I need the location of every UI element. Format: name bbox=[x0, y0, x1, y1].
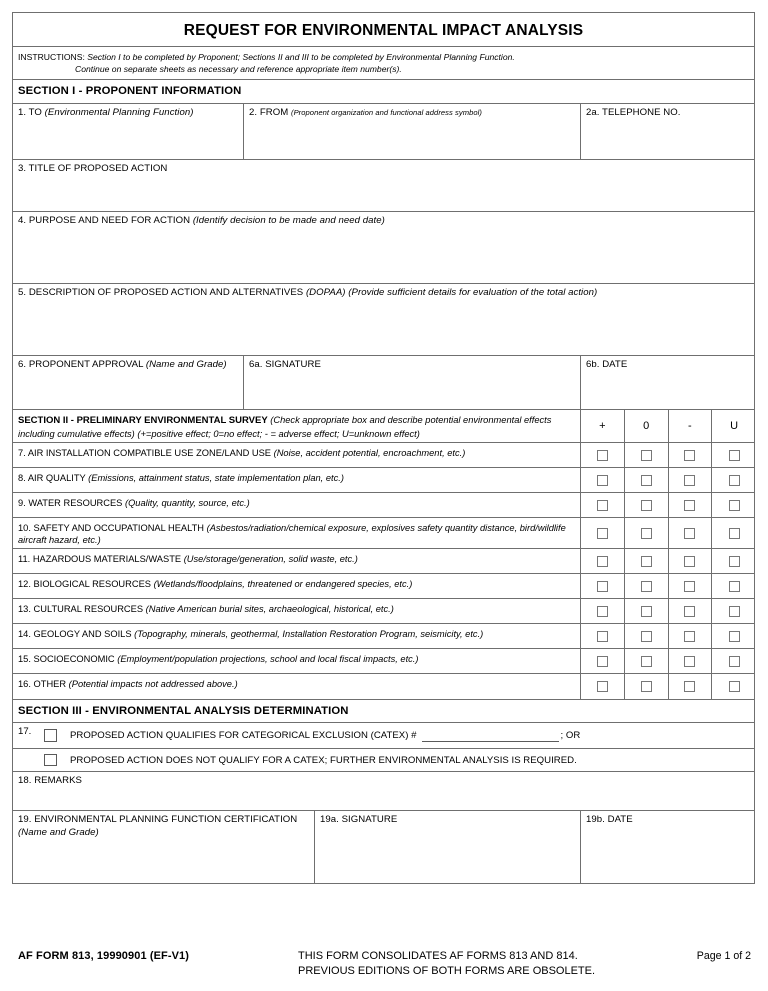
survey-checkbox-unknown[interactable] bbox=[729, 528, 740, 539]
survey-checkbox-cell-unknown[interactable] bbox=[712, 574, 756, 598]
survey-checkbox-unknown[interactable] bbox=[729, 475, 740, 486]
survey-checkbox-cell-adverse[interactable] bbox=[669, 443, 713, 467]
survey-checkbox-none[interactable] bbox=[641, 528, 652, 539]
survey-checkbox-none[interactable] bbox=[641, 500, 652, 511]
survey-row-label bbox=[13, 649, 581, 673]
survey-checkbox-positive[interactable] bbox=[597, 681, 608, 692]
survey-checkbox-none[interactable] bbox=[641, 606, 652, 617]
survey-row bbox=[13, 549, 754, 574]
survey-row-hint: (Topography, minerals, geothermal, Installation Restoration Program, seismicity, etc.) bbox=[134, 629, 484, 639]
survey-checkbox-cell-unknown[interactable] bbox=[712, 649, 756, 673]
field-proponent-date-label: 6b. DATE bbox=[586, 359, 628, 370]
survey-checkbox-positive[interactable] bbox=[597, 556, 608, 567]
item-17-catex-number-input[interactable] bbox=[422, 730, 559, 742]
survey-checkbox-adverse[interactable] bbox=[684, 528, 695, 539]
footer-notice bbox=[298, 949, 595, 978]
survey-row-title: GEOLOGY AND SOILS bbox=[33, 629, 132, 639]
field-telephone[interactable] bbox=[581, 104, 754, 159]
survey-checkbox-cell-positive[interactable] bbox=[581, 443, 625, 467]
survey-checkbox-positive[interactable] bbox=[597, 581, 608, 592]
survey-row-label bbox=[13, 574, 581, 598]
survey-row-number: 15. bbox=[18, 654, 31, 664]
survey-checkbox-unknown[interactable] bbox=[729, 606, 740, 617]
survey-checkbox-cell-none[interactable] bbox=[625, 599, 669, 623]
survey-checkbox-cell-none[interactable] bbox=[625, 493, 669, 517]
survey-row-title: CULTURAL RESOURCES bbox=[33, 604, 144, 614]
field-purpose-hint: (Identify decision to be made and need date) bbox=[192, 215, 385, 226]
row-epf-certification bbox=[13, 811, 754, 883]
survey-checkbox-none[interactable] bbox=[641, 475, 652, 486]
survey-row-hint: (Quality, quantity, source, etc.) bbox=[124, 498, 250, 508]
survey-checkbox-cell-unknown[interactable] bbox=[712, 599, 756, 623]
section-2-heading-italic-1: (Check appropriate box and describe potential environmental effects including cumulative effects) bbox=[18, 415, 552, 439]
field-dopaa-hint: (DOPAA) (Provide sufficient details for evaluation of the total action) bbox=[305, 287, 598, 298]
field-remarks[interactable] bbox=[13, 772, 754, 810]
item-17-option-1[interactable] bbox=[13, 723, 754, 748]
survey-checkbox-cell-positive[interactable] bbox=[581, 549, 625, 573]
survey-checkbox-adverse[interactable] bbox=[684, 475, 695, 486]
field-proponent-approval-label: 6. PROPONENT APPROVAL bbox=[18, 359, 144, 370]
item-17-no-catex-checkbox-wrap[interactable] bbox=[44, 754, 70, 767]
survey-checkbox-cell-positive[interactable] bbox=[581, 518, 625, 548]
survey-row-number: 12. bbox=[18, 579, 31, 589]
footer-notice-line-1: THIS FORM CONSOLIDATES AF FORMS 813 AND 814. bbox=[298, 950, 578, 962]
survey-checkbox-none[interactable] bbox=[641, 556, 652, 567]
item-17-option-1-label: PROPOSED ACTION QUALIFIES FOR CATEGORICAL EXCLUSION (CATEX) # bbox=[70, 730, 417, 741]
section-3-heading-row bbox=[13, 699, 754, 723]
survey-checkbox-cell-adverse[interactable] bbox=[669, 549, 713, 573]
row-purpose-and-need bbox=[13, 212, 754, 284]
section-3-heading: SECTION III - ENVIRONMENTAL ANALYSIS DETERMINATION bbox=[18, 705, 349, 717]
column-header-adverse: - bbox=[669, 410, 713, 442]
section-1-heading: SECTION I - PROPONENT INFORMATION bbox=[18, 85, 242, 97]
row-item-17-option-1 bbox=[13, 723, 754, 749]
field-proponent-approval-hint: (Name and Grade) bbox=[145, 359, 227, 370]
survey-checkbox-cell-adverse[interactable] bbox=[669, 649, 713, 673]
survey-checkbox-cell-positive[interactable] bbox=[581, 674, 625, 699]
survey-row-number: 13. bbox=[18, 604, 31, 614]
survey-row-number: 9. bbox=[18, 498, 26, 508]
survey-checkbox-unknown[interactable] bbox=[729, 581, 740, 592]
column-header-positive: + bbox=[581, 410, 625, 442]
survey-checkbox-cell-unknown[interactable] bbox=[712, 493, 756, 517]
section-2-heading-bold: SECTION II - PRELIMINARY ENVIRONMENTAL SURVEY bbox=[18, 415, 268, 426]
field-purpose-and-need[interactable] bbox=[13, 212, 754, 283]
item-17-option-2[interactable] bbox=[13, 749, 754, 771]
field-to-hint: (Environmental Planning Function) bbox=[44, 107, 194, 118]
survey-checkbox-cell-adverse[interactable] bbox=[669, 468, 713, 492]
survey-checkbox-adverse[interactable] bbox=[684, 556, 695, 567]
survey-row-hint: (Employment/population projections, school and local fiscal impacts, etc.) bbox=[117, 654, 419, 664]
field-from-hint: (Proponent organization and functional address symbol) bbox=[290, 108, 482, 117]
survey-row-label bbox=[13, 468, 581, 492]
field-title-of-action[interactable] bbox=[13, 160, 754, 211]
field-dopaa-label: 5. DESCRIPTION OF PROPOSED ACTION AND ALTERNATIVES bbox=[18, 287, 304, 298]
survey-rows-container bbox=[13, 443, 754, 699]
survey-checkbox-cell-adverse[interactable] bbox=[669, 674, 713, 699]
form-title-row bbox=[13, 13, 754, 47]
field-dopaa[interactable] bbox=[13, 284, 754, 355]
survey-row-label bbox=[13, 518, 581, 548]
survey-checkbox-unknown[interactable] bbox=[729, 500, 740, 511]
survey-checkbox-unknown[interactable] bbox=[729, 556, 740, 567]
row-proponent-approval bbox=[13, 356, 754, 410]
survey-row-title: OTHER bbox=[33, 679, 67, 689]
survey-checkbox-none[interactable] bbox=[641, 656, 652, 667]
field-telephone-label: 2a. TELEPHONE NO. bbox=[586, 107, 681, 118]
field-proponent-approval[interactable] bbox=[13, 356, 244, 409]
field-proponent-date[interactable] bbox=[581, 356, 754, 409]
survey-checkbox-adverse[interactable] bbox=[684, 450, 695, 461]
field-proponent-signature-label: 6a. SIGNATURE bbox=[249, 359, 321, 370]
af-form-813 bbox=[12, 12, 755, 884]
instructions-line-2: Continue on separate sheets as necessary and reference appropriate item number(s). bbox=[75, 63, 402, 74]
survey-checkbox-cell-unknown[interactable] bbox=[712, 443, 756, 467]
survey-row bbox=[13, 624, 754, 649]
item-17-option-1-suffix: ; OR bbox=[560, 730, 581, 741]
section-2-heading-row bbox=[13, 410, 754, 443]
survey-row-hint: (Native American burial sites, archaeological, historical, etc.) bbox=[145, 604, 394, 614]
survey-checkbox-cell-adverse[interactable] bbox=[669, 574, 713, 598]
field-proponent-signature[interactable] bbox=[244, 356, 581, 409]
survey-row bbox=[13, 574, 754, 599]
survey-checkbox-adverse[interactable] bbox=[684, 606, 695, 617]
survey-row bbox=[13, 599, 754, 624]
survey-row-title: BIOLOGICAL RESOURCES bbox=[33, 579, 151, 589]
survey-checkbox-cell-unknown[interactable] bbox=[712, 468, 756, 492]
survey-row-title: WATER RESOURCES bbox=[28, 498, 123, 508]
survey-row bbox=[13, 518, 754, 549]
survey-checkbox-adverse[interactable] bbox=[684, 500, 695, 511]
survey-row-number: 11. bbox=[18, 554, 31, 564]
survey-checkbox-none[interactable] bbox=[641, 450, 652, 461]
survey-row-number: 14. bbox=[18, 629, 31, 639]
form-title: REQUEST FOR ENVIRONMENTAL IMPACT ANALYSIS bbox=[183, 22, 584, 39]
survey-row-label bbox=[13, 624, 581, 648]
form-footer bbox=[12, 946, 755, 986]
item-17-catex-checkbox[interactable] bbox=[44, 729, 57, 742]
field-from[interactable] bbox=[244, 104, 581, 159]
row-remarks bbox=[13, 772, 754, 811]
survey-checkbox-cell-adverse[interactable] bbox=[669, 493, 713, 517]
survey-checkbox-cell-none[interactable] bbox=[625, 468, 669, 492]
field-from-label: 2. FROM bbox=[249, 107, 289, 118]
survey-checkbox-positive[interactable] bbox=[597, 528, 608, 539]
survey-checkbox-cell-none[interactable] bbox=[625, 624, 669, 648]
field-epf-certification[interactable] bbox=[13, 811, 315, 883]
instructions-label: INSTRUCTIONS: bbox=[18, 52, 85, 62]
column-header-none: 0 bbox=[625, 410, 669, 442]
field-remarks-label: 18. REMARKS bbox=[18, 775, 82, 786]
row-title-of-action bbox=[13, 160, 754, 212]
item-17-no-catex-checkbox[interactable] bbox=[44, 754, 57, 767]
survey-row-title: HAZARDOUS MATERIALS/WASTE bbox=[32, 554, 182, 564]
field-epf-certification-hint: (Name and Grade) bbox=[18, 826, 99, 838]
survey-row-label bbox=[13, 674, 581, 699]
survey-checkbox-positive[interactable] bbox=[597, 656, 608, 667]
instructions-row bbox=[13, 47, 754, 80]
survey-row-number: 16. bbox=[18, 679, 31, 689]
column-header-unknown: U bbox=[730, 420, 739, 432]
survey-checkbox-positive[interactable] bbox=[597, 450, 608, 461]
item-17-option-2-label: PROPOSED ACTION DOES NOT QUALIFY FOR A CATEX; FURTHER ENVIRONMENTAL ANALYSIS IS REQUIRED. bbox=[70, 754, 577, 766]
survey-row bbox=[13, 649, 754, 674]
survey-checkbox-cell-none[interactable] bbox=[625, 443, 669, 467]
survey-row bbox=[13, 674, 754, 699]
survey-checkbox-adverse[interactable] bbox=[684, 631, 695, 642]
survey-checkbox-unknown[interactable] bbox=[729, 631, 740, 642]
survey-row bbox=[13, 443, 754, 468]
item-17-catex-checkbox-wrap[interactable] bbox=[44, 729, 70, 742]
survey-checkbox-positive[interactable] bbox=[597, 475, 608, 486]
survey-checkbox-cell-none[interactable] bbox=[625, 518, 669, 548]
survey-checkbox-unknown[interactable] bbox=[729, 450, 740, 461]
survey-checkbox-cell-none[interactable] bbox=[625, 549, 669, 573]
survey-checkbox-cell-positive[interactable] bbox=[581, 493, 625, 517]
section-2-heading bbox=[13, 410, 581, 442]
survey-checkbox-none[interactable] bbox=[641, 681, 652, 692]
survey-checkbox-positive[interactable] bbox=[597, 631, 608, 642]
survey-row bbox=[13, 493, 754, 518]
field-epf-date-label: 19b. DATE bbox=[586, 814, 633, 825]
survey-checkbox-cell-none[interactable] bbox=[625, 674, 669, 699]
survey-row-number: 8. bbox=[18, 473, 26, 483]
survey-row-title: AIR INSTALLATION COMPATIBLE USE ZONE/LAND USE bbox=[27, 448, 271, 458]
survey-checkbox-cell-positive[interactable] bbox=[581, 649, 625, 673]
survey-row-label bbox=[13, 493, 581, 517]
row-to-from-phone bbox=[13, 104, 754, 160]
survey-checkbox-cell-positive[interactable] bbox=[581, 624, 625, 648]
instructions-block bbox=[13, 47, 754, 79]
survey-checkbox-cell-positive[interactable] bbox=[581, 599, 625, 623]
survey-row-title: AIR QUALITY bbox=[27, 473, 86, 483]
survey-checkbox-cell-adverse[interactable] bbox=[669, 599, 713, 623]
footer-notice-line-2: PREVIOUS EDITIONS OF BOTH FORMS ARE OBSOLETE. bbox=[298, 964, 596, 977]
survey-checkbox-cell-adverse[interactable] bbox=[669, 624, 713, 648]
field-to-label: 1. TO bbox=[18, 107, 42, 118]
survey-row-label bbox=[13, 549, 581, 573]
survey-checkbox-cell-unknown[interactable] bbox=[712, 624, 756, 648]
field-title-of-action-label: 3. TITLE OF PROPOSED ACTION bbox=[18, 163, 168, 174]
survey-row-hint: (Emissions, attainment status, state implementation plan, etc.) bbox=[88, 473, 344, 483]
row-item-17-option-2 bbox=[13, 749, 754, 772]
row-dopaa bbox=[13, 284, 754, 356]
survey-row-hint: (Use/storage/generation, solid waste, etc.) bbox=[183, 554, 358, 564]
field-to[interactable] bbox=[13, 104, 244, 159]
field-epf-signature-label: 19a. SIGNATURE bbox=[320, 814, 398, 825]
survey-row-number: 7. bbox=[18, 448, 26, 458]
survey-row-hint: (Wetlands/floodplains, threatened or endangered species, etc.) bbox=[153, 579, 413, 589]
survey-checkbox-unknown[interactable] bbox=[729, 656, 740, 667]
survey-row-hint: (Potential impacts not addressed above.) bbox=[68, 679, 238, 689]
item-17-number: 17. bbox=[18, 726, 32, 737]
survey-row-title: SOCIOECONOMIC bbox=[33, 654, 115, 664]
survey-checkbox-cell-unknown[interactable] bbox=[712, 549, 756, 573]
survey-checkbox-positive[interactable] bbox=[597, 606, 608, 617]
survey-row-label bbox=[13, 443, 581, 467]
section-2-heading-italic-2: (+=positive effect; 0=no effect; - = adverse effect; U=unknown effect) bbox=[137, 428, 420, 439]
footer-form-id: AF FORM 813, 19990901 (EF-V1) bbox=[18, 950, 190, 962]
survey-checkbox-none[interactable] bbox=[641, 581, 652, 592]
survey-row-hint: (Asbestos/radiation/chemical exposure, explosives safety quantity distance, bird/wildlife aircraft hazard, etc.) bbox=[18, 523, 566, 546]
field-epf-date[interactable] bbox=[581, 811, 754, 883]
survey-checkbox-none[interactable] bbox=[641, 631, 652, 642]
field-purpose-label: 4. PURPOSE AND NEED FOR ACTION bbox=[18, 215, 191, 226]
survey-checkbox-cell-unknown[interactable] bbox=[712, 518, 756, 548]
survey-row-label bbox=[13, 599, 581, 623]
field-epf-certification-label: 19. ENVIRONMENTAL PLANNING FUNCTION CERTIFICATION bbox=[18, 814, 298, 825]
survey-checkbox-cell-unknown[interactable] bbox=[712, 674, 756, 699]
field-epf-signature[interactable] bbox=[315, 811, 581, 883]
survey-checkbox-adverse[interactable] bbox=[684, 656, 695, 667]
survey-checkbox-cell-adverse[interactable] bbox=[669, 518, 713, 548]
survey-row-hint: (Noise, accident potential, encroachment, etc.) bbox=[273, 448, 466, 458]
survey-checkbox-cell-positive[interactable] bbox=[581, 574, 625, 598]
survey-checkbox-cell-none[interactable] bbox=[625, 574, 669, 598]
survey-checkbox-positive[interactable] bbox=[597, 500, 608, 511]
survey-checkbox-cell-none[interactable] bbox=[625, 649, 669, 673]
survey-checkbox-cell-positive[interactable] bbox=[581, 468, 625, 492]
instructions-line-1: Section I to be completed by Proponent; Sections II and III to be completed by Environmental Planning Function. bbox=[87, 52, 515, 62]
item-17-option-2-spacer bbox=[18, 749, 44, 752]
survey-row bbox=[13, 468, 754, 493]
footer-page-number: Page 1 of 2 bbox=[696, 950, 751, 962]
survey-checkbox-adverse[interactable] bbox=[684, 681, 695, 692]
survey-checkbox-adverse[interactable] bbox=[684, 581, 695, 592]
survey-row-title: SAFETY AND OCCUPATIONAL HEALTH bbox=[33, 523, 205, 533]
survey-row-number: 10. bbox=[18, 523, 31, 533]
section-1-heading-row bbox=[13, 80, 754, 104]
survey-checkbox-unknown[interactable] bbox=[729, 681, 740, 692]
